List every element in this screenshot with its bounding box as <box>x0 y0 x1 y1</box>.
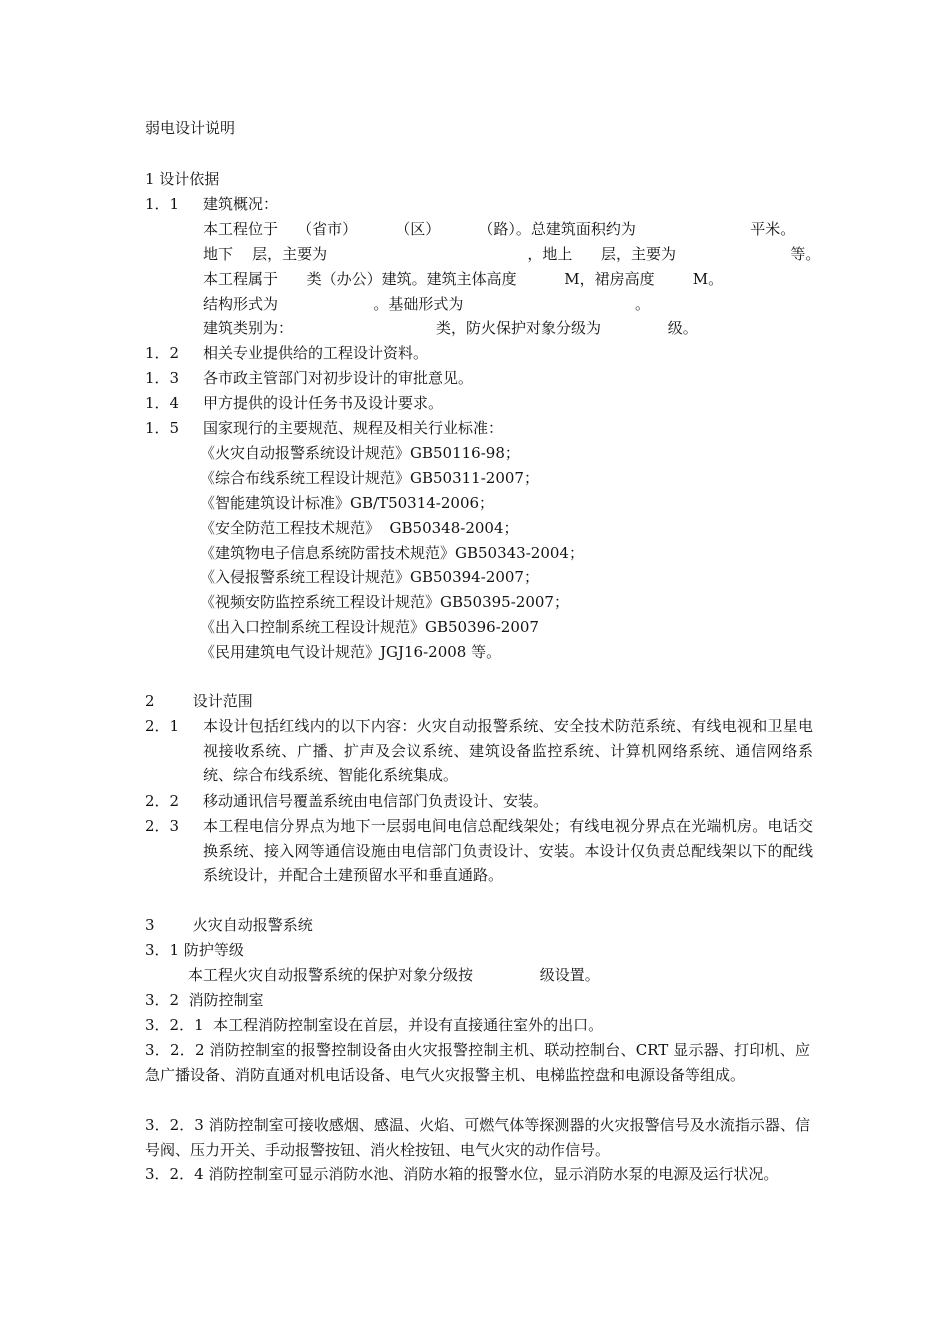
overview-line: 本工程位于 （省市） （区） （路）。总建筑面积约为 平米。 <box>203 220 796 238</box>
section-2-heading: 2 设计范围 <box>145 692 253 710</box>
standard-item: 《安全防范工程技术规范》 GB50348-2004； <box>200 519 519 537</box>
overview-line: 地下 层，主要为 ，地上 层，主要为 等。 <box>203 245 821 263</box>
item-1-5-text: 国家现行的主要规范、规程及相关行业标准： <box>203 419 504 437</box>
item-2-3-number: 2．3 <box>145 817 180 835</box>
overview-line: 建筑类别为： 类，防火保护对象分级为 级。 <box>203 319 698 337</box>
overview-line: 本工程属于 类（办公）建筑。建筑主体高度 M，裙房高度 M。 <box>203 270 724 288</box>
item-1-1-number: 1．1 <box>145 195 180 213</box>
standard-item: 《民用建筑电气设计规范》JGJ16-2008 等。 <box>200 643 502 661</box>
item-1-3-text: 各市政主管部门对初步设计的审批意见。 <box>203 369 474 387</box>
item-2-1-number: 2．1 <box>145 717 180 735</box>
standard-item: 《火灾自动报警系统设计规范》GB50116-98； <box>200 444 520 462</box>
item-3-1-heading: 3．1 防护等级 <box>145 941 244 959</box>
item-1-2-text: 相关专业提供给的工程设计资料。 <box>203 344 429 362</box>
item-3-2-1-text: 3．2．1 本工程消防控制室设在首层，并设有直接通往室外的出口。 <box>145 1016 604 1034</box>
item-2-2-number: 2．2 <box>145 792 180 810</box>
item-1-4-text: 甲方提供的设计任务书及设计要求。 <box>203 394 444 412</box>
document-title: 弱电设计说明 <box>145 119 236 137</box>
item-1-5-number: 1．5 <box>145 419 180 437</box>
item-3-2-heading: 3．2 消防控制室 <box>145 991 264 1009</box>
section-1-heading: 1 设计依据 <box>145 170 220 188</box>
item-1-4-number: 1．4 <box>145 394 180 412</box>
standard-item: 《入侵报警系统工程设计规范》GB50394-2007； <box>200 568 539 586</box>
standard-item: 《出入口控制系统工程设计规范》GB50396-2007 <box>200 618 539 636</box>
item-2-3-text: 本工程电信分界点为地下一层弱电间电信总配线架处；有线电视分界点在光端机房。电话交换系统、接入网等通信设施由电信部门负责设计、安装。本设计仅负责总配线架以下的配线系统设计，并配合土建预留水平和垂直通路。 <box>203 817 813 884</box>
item-1-2-number: 1．2 <box>145 344 180 362</box>
item-3-2-3-text: 3．2．3 消防控制室可接收感烟、感温、火焰、可燃气体等探测器的火灾报警信号及水流指示器、信号阀、压力开关、手动报警按钮、消火栓按钮、电气火灾的动作信号。 <box>145 1116 810 1159</box>
item-3-2-4-text: 3．2．4 消防控制室可显示消防水池、消防水箱的报警水位，显示消防水泵的电源及运行状况。 <box>145 1165 779 1183</box>
item-2-2-text: 移动通讯信号覆盖系统由电信部门负责设计、安装。 <box>203 792 549 810</box>
standard-item: 《综合布线系统工程设计规范》GB50311-2007； <box>200 469 539 487</box>
item-1-3-number: 1．3 <box>145 369 180 387</box>
item-1-1-text: 建筑概况： <box>203 195 279 213</box>
standard-item: 《视频安防监控系统工程设计规范》GB50395-2007； <box>200 593 569 611</box>
overview-line: 结构形式为 。基础形式为 。 <box>203 295 651 313</box>
item-3-2-2-text: 3．2．2 消防控制室的报警控制设备由火灾报警控制主机、联动控制台、CRT 显示器、打印机、应急广播设备、消防直通对机电话设备、电气火灾报警主机、电梯监控盘和电源设备等组成。 <box>145 1041 810 1084</box>
standard-item: 《建筑物电子信息系统防雷技术规范》GB50343-2004； <box>200 544 584 562</box>
item-2-1-text: 本设计包括红线内的以下内容：火灾自动报警系统、安全技术防范系统、有线电视和卫星电视接收系统、广播、扩声及会议系统、建筑设备监控系统、计算机网络系统、通信网络系统、综合布线系统、智能化系统集成。 <box>203 717 813 784</box>
standard-item: 《智能建筑设计标准》GB/T50314-2006； <box>200 494 495 512</box>
item-3-1-text: 本工程火灾自动报警系统的保护对象分级按 级设置。 <box>188 966 600 984</box>
section-3-heading: 3 火灾自动报警系统 <box>145 916 313 934</box>
